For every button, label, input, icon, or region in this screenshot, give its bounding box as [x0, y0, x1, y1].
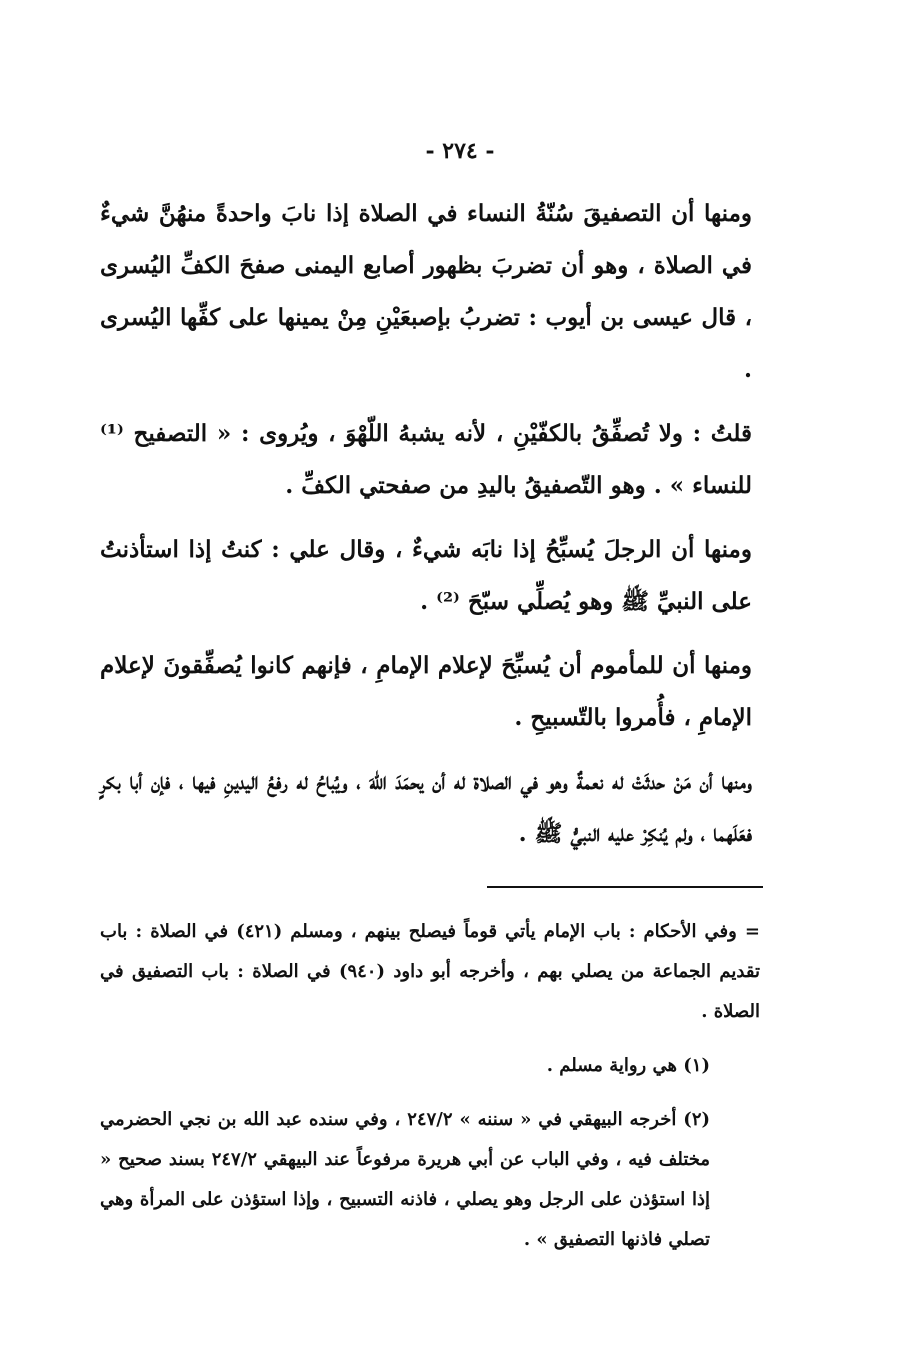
- paragraph-mamum-tasbih: ومنها أن للمأموم أن يُسبِّحَ لإعلام الإمامِ ، فإنهم كانوا يُصفِّقونَ لإعلام الإمامِ ، فأُمروا بالتّسبيحِ .: [100, 652, 752, 731]
- main-text: [100, 188, 752, 872]
- page-number: - ٢٧٤ -: [425, 138, 495, 164]
- footnotes: [100, 912, 760, 1274]
- footnote-divider: [487, 886, 763, 888]
- paragraph-man-tasbih: ومنها أن الرجلَ يُسبِّحُ إذا نابَه شيءٌ ، وقال علي : كنتُ إذا استأذنتُ على النبيِّ ﷺ وهو يُصلِّي سبّحَ ⁽²⁾ .: [100, 536, 752, 615]
- paragraph-clapping-note: قلتُ : ولا تُصفِّقُ بالكفّيْنِ ، لأنه يشبهُ اللّهْوَ ، ويُروى : « التصفيح ⁽¹⁾ للنساء » . وهو التّصفيقُ باليدِ من صفحتي الكفِّ .: [100, 420, 752, 499]
- paragraph-praise-blessing: ومنها أن مَنْ حدثَتْ له نعمةٌ وهو في الصلاة له أن يحمَدَ اللهَ ، ويُباحُ له رفعُ اليدينِ فيها ، فإن أبا بكرٍ فعَلَهما ، ولم يُنكِرْ عليه النبيُّ ﷺ .: [100, 768, 752, 847]
- footnote-2: (٢) أخرجه البيهقي في « سننه » ٢٤٧/٢ ، وفي سنده عبد الله بن نجي الحضرمي مختلف فيه ، وفي الباب عن أبي هريرة مرفوعاً عند البيهقي ٢٤٧/٢ بسند صحيح « إذا استؤذن على الرجل وهو يصلي ، فاذنه التسبيح ، وإذا استؤذن على المرأة وهي تصلي فاذنها التصفيق » .: [100, 1109, 711, 1250]
- footnote-continuation: = وفي الأحكام : باب الإمام يأتي قوماً فيصلح بينهم ، ومسلم (٤٢١) في الصلاة : باب تقديم الجماعة من يصلي بهم ، وأخرجه أبو داود (٩٤٠) في الصلاة : باب التصفيق في الصلاة .: [100, 921, 760, 1022]
- paragraph-clapping-women: ومنها أن التصفيقَ سُنّةُ النساء في الصلاة إذا نابَ واحدةً منهُنَّ شيءٌ في الصلاة ، وهو أن تضربَ بظهور أصابع اليمنى صفحَ الكفِّ اليُسرى ، قال عيسى بن أيوب : تضربُ بإصبعَيْنِ مِنْ يمينها على كفِّها اليُسرى .: [100, 200, 752, 383]
- footnote-1: (١) هي رواية مسلم .: [546, 1055, 710, 1076]
